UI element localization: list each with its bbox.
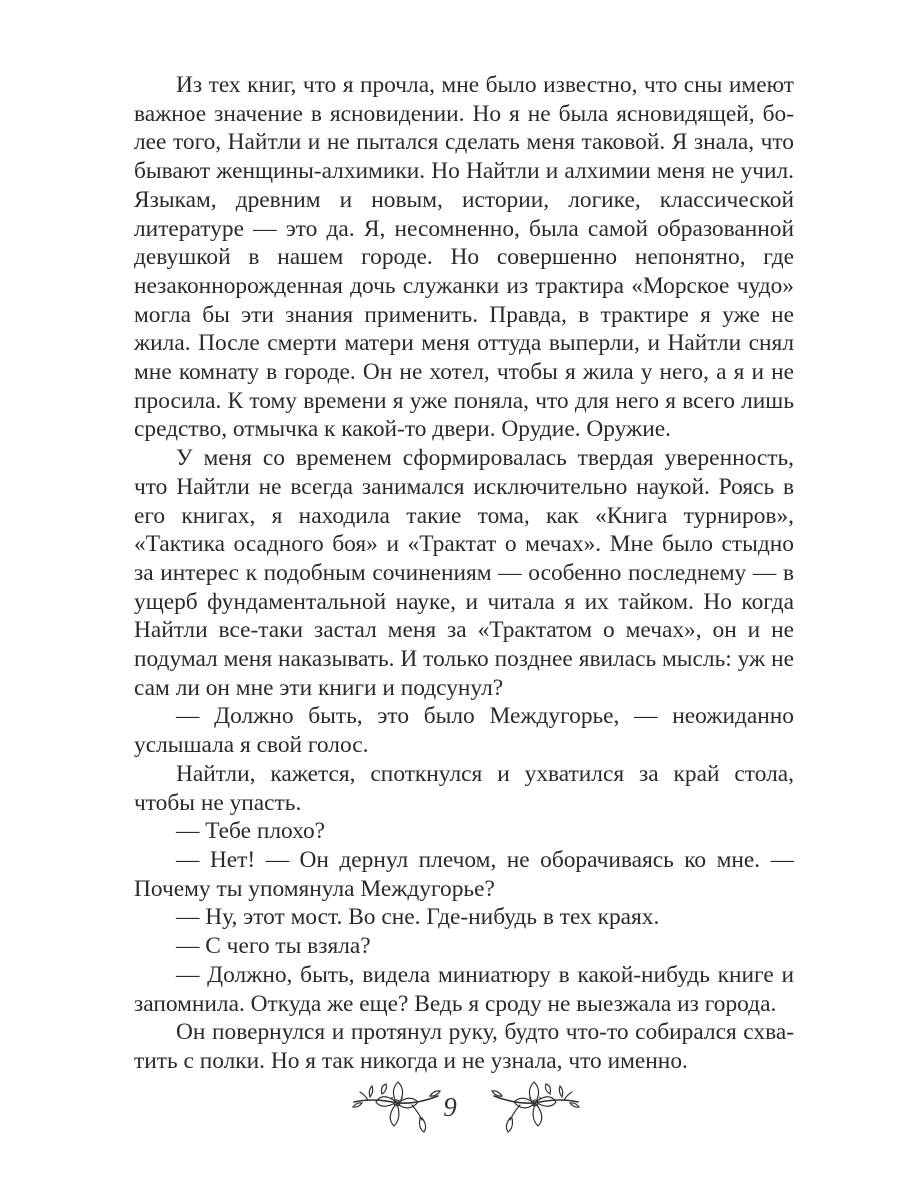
magnolia-branch-icon	[490, 1072, 580, 1138]
paragraph: Из тех книг, что я прочла, мне было известно, что сны имеют важное значение в ясновидении. Но я не была ясновидящей, более того, Найтли и не пытался сделать меня таковой. Я знала, что бывают женщины-алхимики. Но Найтли и алхимии меня не учил. Языкам, древним и новым, истории, логике, классической литературе — это да. Я, несомненно, была самой образованной девушкой в нашем городе. Но совершенно непонятно, где незаконнорожденная дочь служанки из трактира «Морское чудо» могла бы эти знания применить. Правда, в трактире я уже не жила. После смерти матери меня оттуда выперли, и Найтли снял мне комнату в городе. Он не хотел, чтобы я жила у него, а я и не просила. К тому времени я уже поняла, что для него я всего лишь средство, отмычка к какой-то двери. Орудие. Оружие.	[134, 72, 794, 443]
paragraph: — Должно, быть, видела миниатюру в какой-нибудь книге и запомнила. Откуда же еще? Ведь я сроду не выезжала из города.	[134, 961, 794, 1017]
paragraph: — Должно быть, это было Междугорье, — неожиданно услышала я свой голос.	[134, 703, 794, 759]
paragraph: — Ну, этот мост. Во сне. Где-нибудь в тех краях.	[176, 904, 660, 931]
paragraph: — Тебе плохо?	[176, 818, 326, 845]
page-number: 9	[443, 1092, 457, 1122]
paragraph: Найтли, кажется, споткнулся и ухватился за край стола, чтобы не упасть.	[134, 760, 794, 816]
paragraph: — С чего ты взяла?	[176, 933, 371, 960]
paragraph: У меня со временем сформировалась твердая уверенность, что Найтли не всегда занимался исключительно наукой. Роясь в его книгах, я находила такие тома, как «Книга турниров», «Тактика осадного боя» и «Трактат о мечах». Мне было стыдно за интерес к подобным сочинениям — особенно последнему — в ущерб фундаментальной науке, и читала я их тайком. Но когда Найтли все-таки застал меня за «Трактатом о мечах», он и не подумал меня наказывать. И только позднее явилась мысль: уж не сам ли он мне эти книги и подсунул?	[134, 445, 794, 701]
paragraph: Он повернулся и протянул руку, будто что-то собирался схватить с полки. Но я так никогда и не узнала, что именно.	[134, 1019, 794, 1074]
body-text	[134, 71, 794, 1076]
page-footer	[0, 1072, 900, 1142]
paragraph: — Нет! — Он дернул плечом, не оборачиваясь ко мне. — Почему ты упомянула Междугорье?	[134, 846, 794, 902]
magnolia-branch-icon	[352, 1072, 442, 1138]
